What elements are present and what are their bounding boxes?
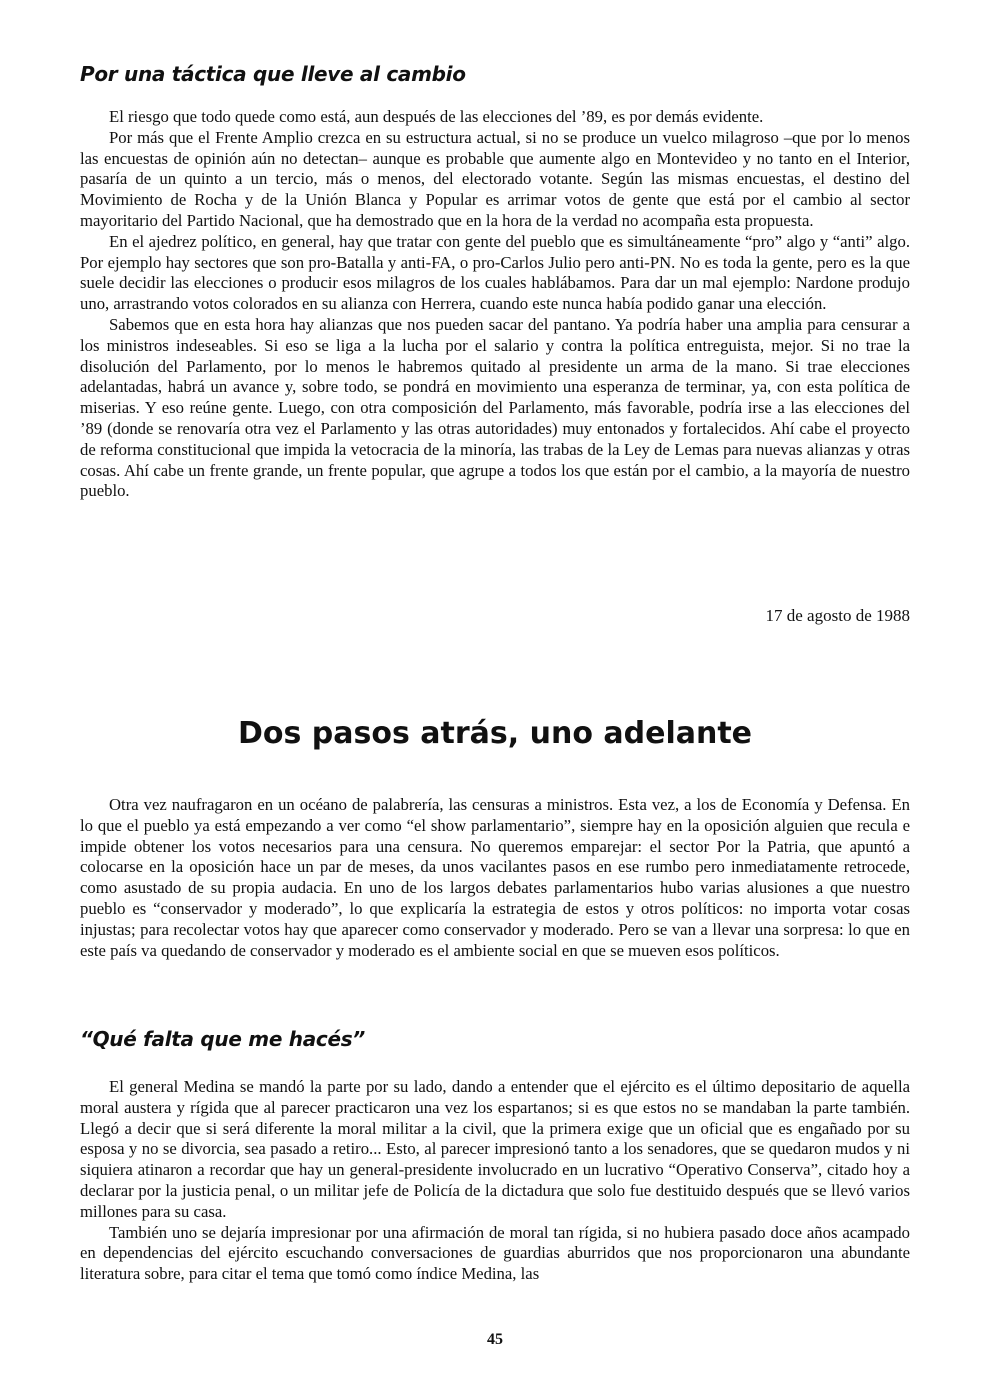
paragraph: Por más que el Frente Amplio crezca en su estructura actual, si no se produce un vuelco milagroso –que por lo menos las encuestas de opinión aún no detectan– aunque es probable que aumente algo en Montevideo y no tanto en el Interior, pasaría de un quinto a un tercio, más o menos, del electorado votante. Según las mismas encuestas, el destino del Movimiento de Rocha y de la Unión Blanca y Popular es arrimar votos de gente que está por el cambio al sector mayoritario del Partido Nacional, que ha demostrado que en la hora de la verdad no acompaña esta propuesta. (80, 127, 910, 230)
paragraph: También uno se dejaría impresionar por una afirmación de moral tan rígida, si no hubiera pasado doce años acampado en dependencias del ejército escuchando conversaciones de guardias aburridos que nos proporcionaron una abundante literatura sobre, para citar el tema que tomó como índice Medina, las (80, 1222, 910, 1284)
paragraph: Otra vez naufragaron en un océano de palabrería, las censuras a ministros. Esta vez, a los de Economía y Defensa. En lo que el pueblo ya está empezando a ver como “el show parlamentario”, siempre hay en la oposición alguien que recula e impide obtener los votos necesarios para una censura. No queremos emparejar: el sector Por la Patria, que apuntó a colocarse en la oposición hace un par de meses, da unos vacilantes pasos en ese rumbo pero inmediatamente retrocede, como asustado de su propia audacia. En uno de los largos debates parlamentarios hubo varias alusiones a que nuestro pueblo es “conservador y moderado”, lo que explicaría la estrategia de estos y otros políticos: no importa votar cosas injustas; para recolectar votos hay que aparecer como conservador y moderado. Pero se van a llevar una sorpresa: lo que en este país va quedando de conservador y moderado es el ambiente social en que se mueven esos políticos. (80, 795, 910, 960)
paragraph: El general Medina se mandó la parte por su lado, dando a entender que el ejército es el último depositario de aquella moral austera y rígida que al parecer practicaron una vez los espartanos; si es que estos no se mandaban la parte también. Llegó a decir que si será diferente la moral militar a la civil, que la primera exige que un oficial que es engañado por su esposa y no se divorcia, sea pasado a retiro... Esto, al parecer impresionó tanto a los senadores, que se quedaron mudos y ni siquiera atinaron a recordar que hay un general-presidente involucrado en un lucrativo “Operativo Conserva”, citado hoy a declarar por la justicia penal, o un militar jefe de Policía de la dictadura que solo fue destituido después que se llevó varios millones para su casa. (80, 1077, 910, 1221)
section-heading: “Qué falta que me hacés” (80, 1027, 365, 1051)
article-title: Dos pasos atrás, uno adelante (237, 716, 753, 751)
paragraph: En el ajedrez político, en general, hay que tratar con gente del pueblo que es simultáneamente “pro” algo y “anti” algo. Por ejemplo hay sectores que son pro-Batalla y anti-FA, o pro-Carlos Julio pero anti-PN. No es toda la gente, pero es la que suele decidir las elecciones o producir esos milagros de los cuales hablábamos. Para dar un mal ejemplo: Nardone produjo uno, arrastrando votos colorados en su alianza con Herrera, cuando este nunca había podido ganar una elección. (80, 231, 910, 314)
paragraph: El riesgo que todo quede como está, aun después de las elecciones del ’89, es por demás evidente. (109, 107, 764, 126)
paragraph: Sabemos que en esta hora hay alianzas que nos pueden sacar del pantano. Ya podría haber una amplia para censurar a los ministros indeseables. Si eso se liga a la lucha por el salario y contra la política entreguista, mejor. Si no trae la disolución del Parlamento, por lo menos le habremos quitado al presidente un arma de la mano. Si trae elecciones adelantadas, habrá un avance y, sobre todo, se pondrá en movimiento una esperanza de terminar, ya, con esta política de miserias. Y eso reúne gente. Luego, con otra composición del Parlamento, más favorable, podría irse a las elecciones del ’89 (donde se renovaría otra vez el Parlamento y las otras autoridades) muy entonados y fortalecidos. Ahí cabe el proyecto de reforma constitucional que impida la vetocracia de la minoría, las trabas de la Ley de Lemas para nuevas alianzas y otras cosas. Ahí cabe un frente grande, un frente popular, que agrupe a todos los que están por el cambio, a la mayoría de nuestro pueblo. (80, 314, 910, 501)
section-body (80, 1077, 910, 1285)
section-body (80, 107, 910, 502)
article-date: 17 de agosto de 1988 (765, 606, 910, 625)
page-number: 45 (487, 1331, 503, 1348)
article-body (80, 795, 910, 961)
section-heading: Por una táctica que lleve al cambio (80, 62, 466, 86)
